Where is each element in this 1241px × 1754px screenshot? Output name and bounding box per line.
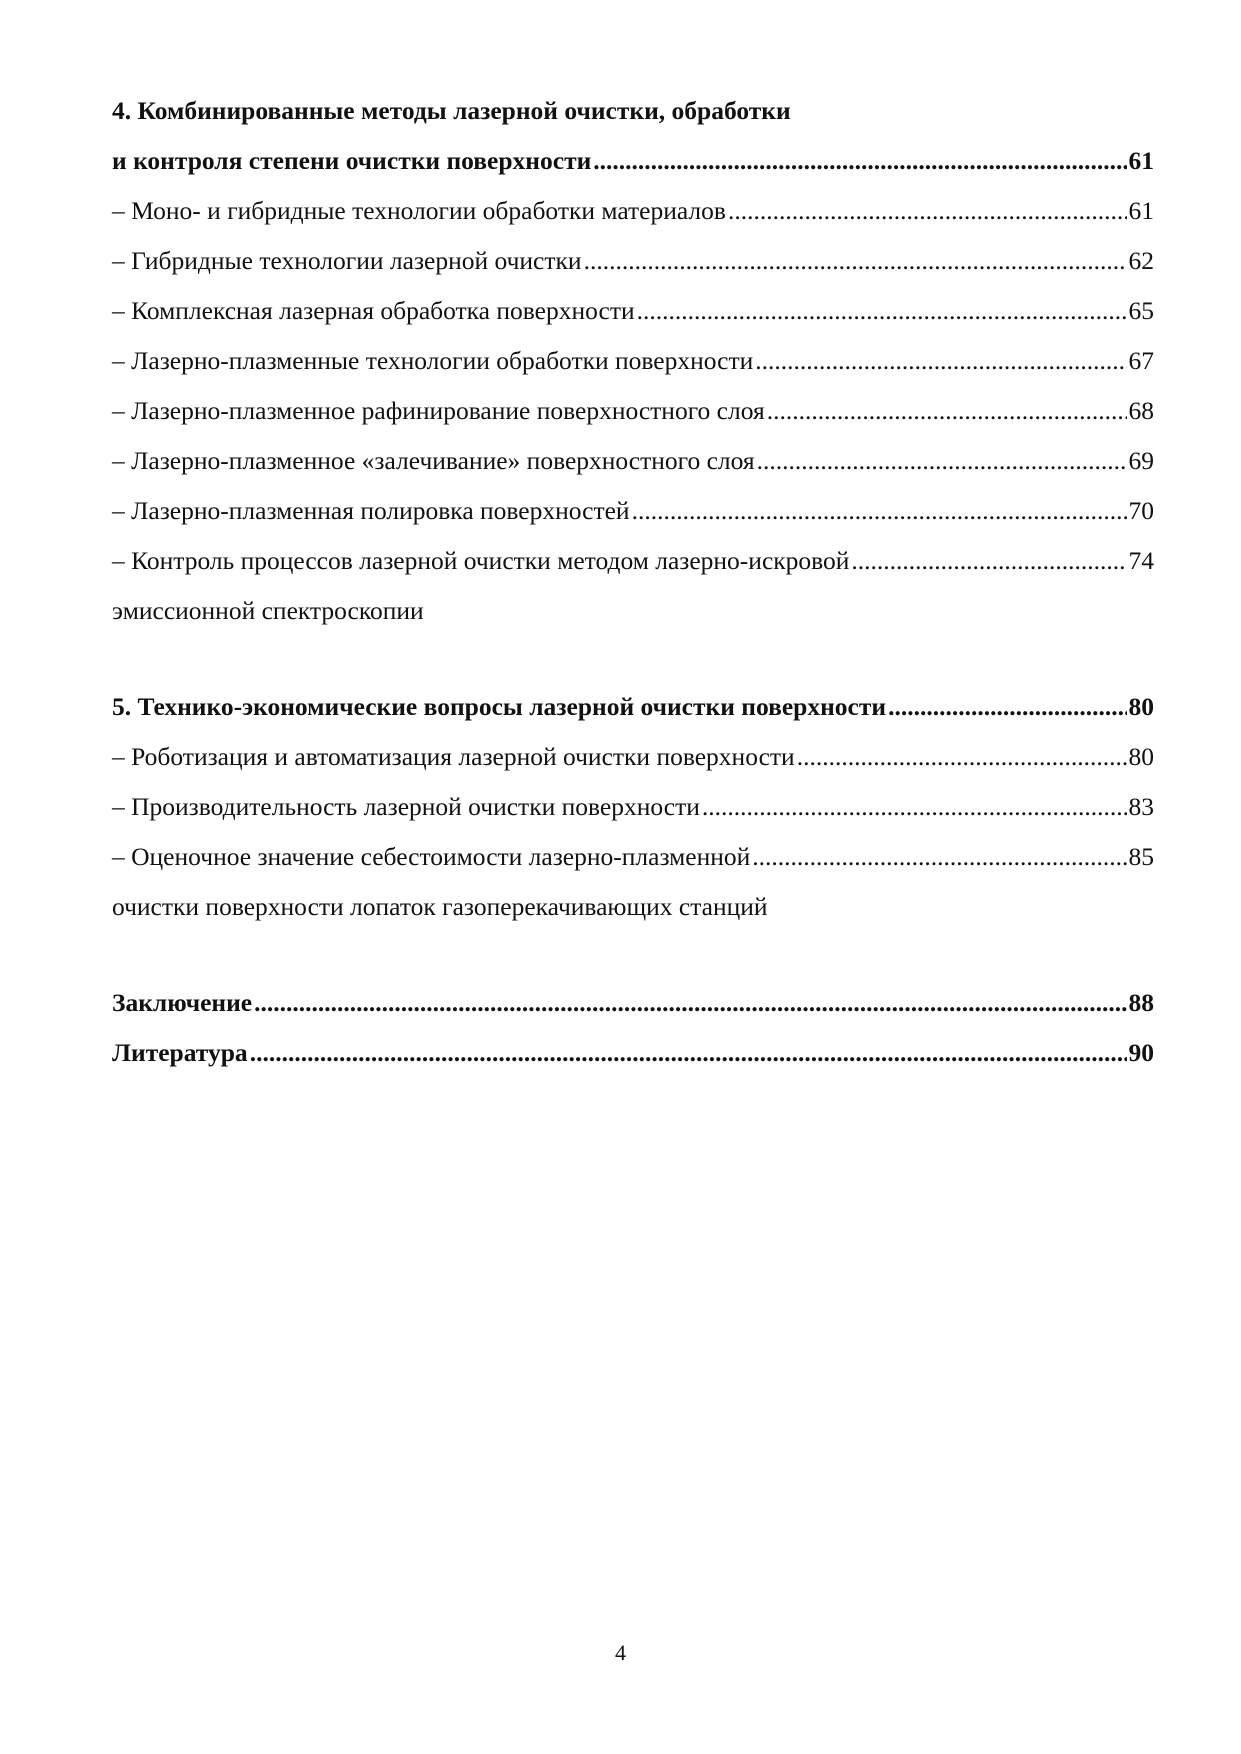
- dot-leader: [254, 978, 1126, 1028]
- toc-entry[interactable]: [112, 782, 1154, 832]
- toc-entry-page: 69: [1128, 446, 1154, 475]
- toc-entry-title: и контроля степени очистки поверхности: [112, 146, 592, 175]
- toc-entry-page: 83: [1128, 792, 1154, 821]
- section-spacer: [112, 932, 1154, 978]
- dot-leader: [757, 436, 1127, 486]
- toc-entry-page: 74: [1128, 546, 1154, 575]
- toc-entry[interactable]: [112, 236, 1154, 286]
- toc-entry[interactable]: [112, 386, 1154, 436]
- dot-leader: [755, 336, 1126, 386]
- toc-entry-title: – Гибридные технологии лазерной очистки: [112, 246, 582, 275]
- toc-entry-continuation: эмиссионной спектроскопии: [112, 596, 424, 625]
- toc-entry-literature[interactable]: [112, 1028, 1154, 1078]
- section-4-heading-line-1: 4. Комбинированные методы лазерной очистки, обработки: [112, 96, 791, 125]
- section-spacer: [112, 636, 1154, 682]
- toc-entry-page: 80: [1128, 692, 1154, 721]
- dot-leader: [767, 386, 1127, 436]
- toc-entry-section-5[interactable]: [112, 682, 1154, 732]
- toc-entry[interactable]: [112, 186, 1154, 236]
- toc-entry-section-4[interactable]: [112, 136, 1154, 186]
- dot-leader: [584, 236, 1127, 286]
- toc-entry-title: – Лазерно-плазменное рафинирование поверхностного слоя: [112, 396, 765, 425]
- dot-leader: [702, 782, 1127, 832]
- toc-entry-title: – Лазерно-плазменная полировка поверхностей: [112, 496, 630, 525]
- toc-entry-page: 67: [1128, 346, 1154, 375]
- toc-entry-page: 62: [1128, 246, 1154, 275]
- toc-entry-title: – Лазерно-плазменное «залечивание» поверхностного слоя: [112, 446, 755, 475]
- dot-leader: [637, 286, 1127, 336]
- toc-entry-title: – Моно- и гибридные технологии обработки материалов: [112, 196, 726, 225]
- toc-entry-page: 85: [1128, 842, 1154, 871]
- toc-entry[interactable]: [112, 832, 1154, 882]
- toc-entry[interactable]: [112, 732, 1154, 782]
- dot-leader: [728, 186, 1127, 236]
- toc-entry-page: 65: [1128, 296, 1154, 325]
- toc-entry-title: – Роботизация и автоматизация лазерной очистки поверхности: [112, 742, 795, 771]
- toc-entry-page: 61: [1128, 146, 1154, 175]
- table-of-contents: [112, 86, 1154, 1078]
- dot-leader: [593, 136, 1126, 186]
- toc-entry-page: 80: [1128, 742, 1154, 771]
- toc-entry-title: Литература: [112, 1038, 248, 1067]
- dot-leader: [632, 486, 1127, 536]
- toc-entry-page: 70: [1128, 496, 1154, 525]
- toc-entry-title: – Производительность лазерной очистки поверхности: [112, 792, 700, 821]
- toc-entry[interactable]: [112, 336, 1154, 386]
- dot-leader: [851, 536, 1126, 586]
- toc-entry[interactable]: [112, 486, 1154, 536]
- toc-entry-title: – Комплексная лазерная обработка поверхности: [112, 296, 635, 325]
- dot-leader: [250, 1028, 1127, 1078]
- toc-entry-title: 5. Технико-экономические вопросы лазерной очистки поверхности: [112, 692, 887, 721]
- dot-leader: [797, 732, 1127, 782]
- page-number: 4: [615, 1640, 626, 1665]
- toc-entry-page: 61: [1128, 196, 1154, 225]
- toc-entry[interactable]: [112, 536, 1154, 586]
- dot-leader: [888, 682, 1126, 732]
- toc-entry-title: Заключение: [112, 988, 253, 1017]
- toc-entry[interactable]: [112, 286, 1154, 336]
- toc-entry-conclusion[interactable]: [112, 978, 1154, 1028]
- toc-entry-page: 90: [1128, 1038, 1154, 1067]
- toc-entry-page: 88: [1128, 988, 1154, 1017]
- toc-entry-title: – Контроль процессов лазерной очистки методом лазерно-искровой: [112, 546, 850, 575]
- toc-entry-continuation: очистки поверхности лопаток газоперекачивающих станций: [112, 892, 768, 921]
- dot-leader: [752, 832, 1126, 882]
- toc-entry-page: 68: [1128, 396, 1154, 425]
- toc-entry-title: – Лазерно-плазменные технологии обработки поверхности: [112, 346, 754, 375]
- toc-entry[interactable]: [112, 436, 1154, 486]
- toc-entry-title: – Оценочное значение себестоимости лазерно-плазменной: [112, 842, 751, 871]
